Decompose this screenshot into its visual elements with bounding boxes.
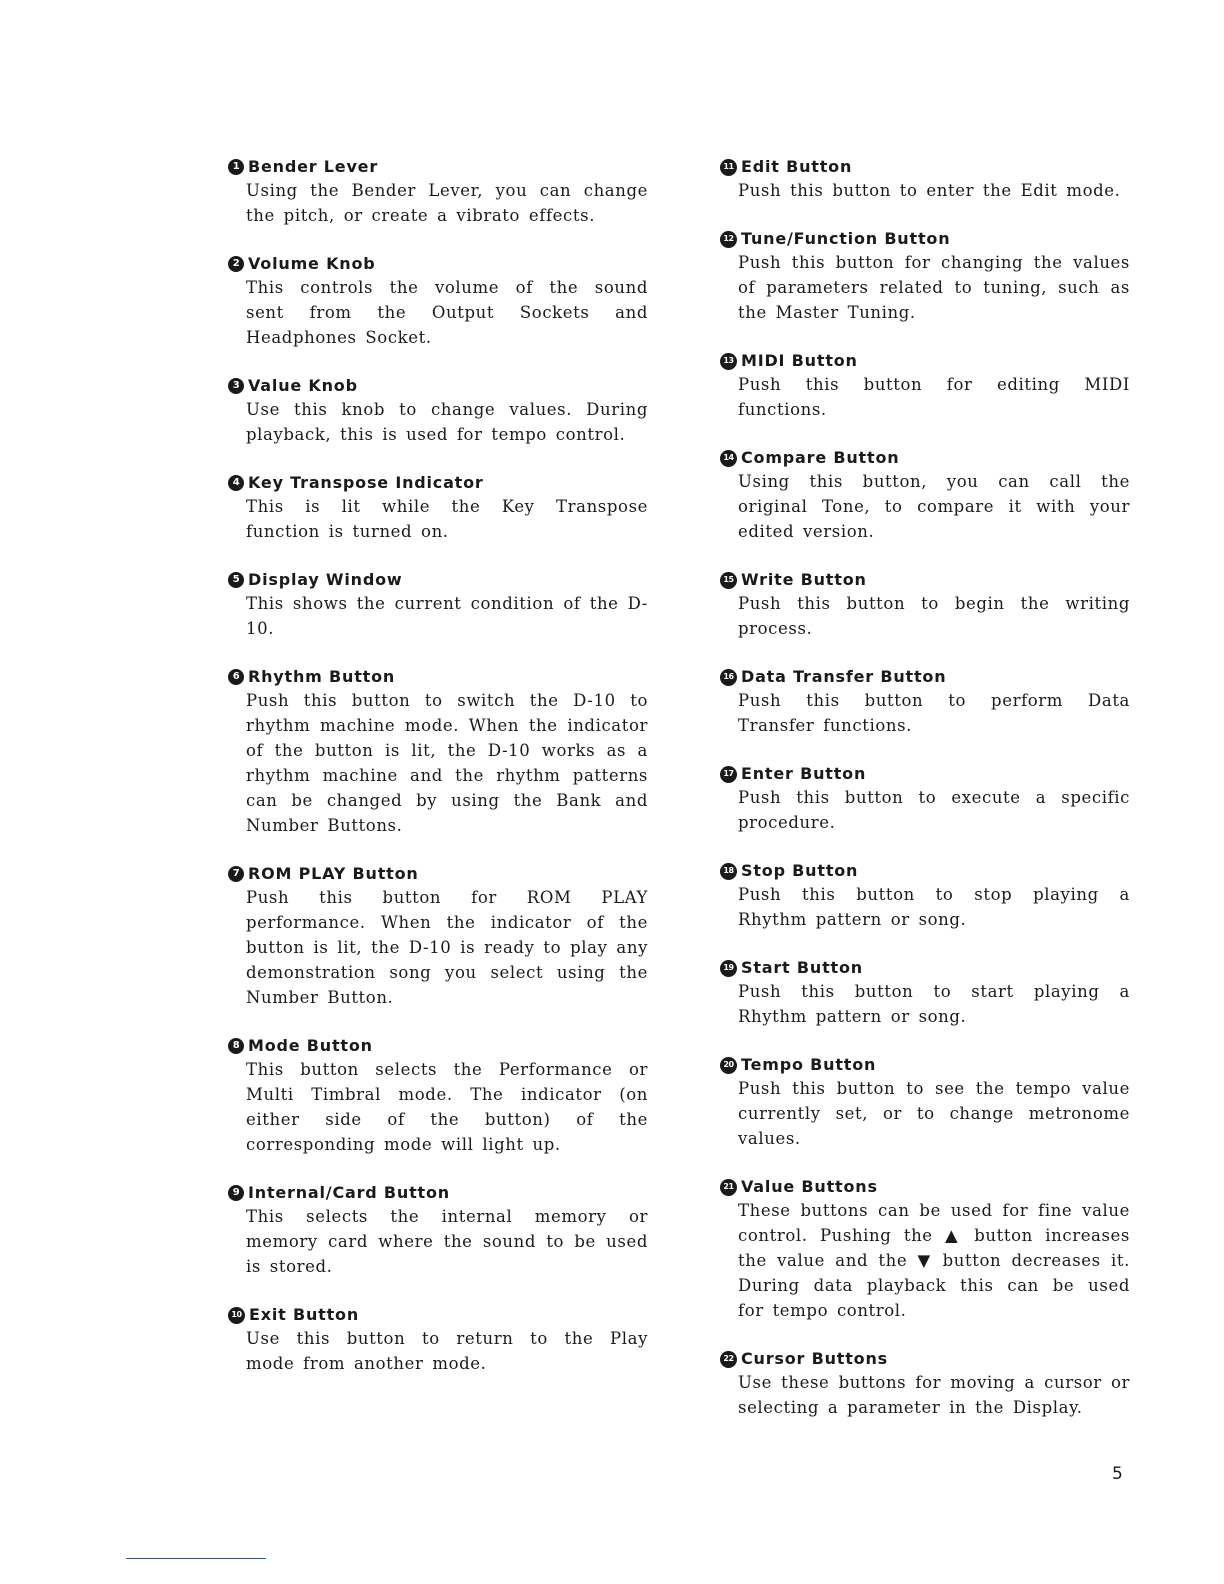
item-description: This button selects the Performance or Multi Timbral mode. The indicator (on either side of the button) of the corresponding mode will light up. <box>246 1060 648 1154</box>
left-column <box>228 156 648 1401</box>
item-description: Push this button to stop playing a Rhythm pattern or song. <box>738 885 1130 929</box>
item-title <box>720 156 1130 178</box>
description-item <box>720 763 1130 835</box>
item-number-badge: 16 <box>720 669 737 686</box>
item-title-text: Volume Knob <box>248 254 376 273</box>
item-number-badge: 20 <box>720 1057 737 1074</box>
description-item <box>720 156 1130 203</box>
item-description: Push this button to begin the writing process. <box>738 594 1130 638</box>
description-item <box>720 228 1130 325</box>
item-description: Use these buttons for moving a cursor or selecting a parameter in the Display. <box>738 1373 1130 1417</box>
item-number-badge: 18 <box>720 863 737 880</box>
item-title <box>720 957 1130 979</box>
item-number-badge: 5 <box>228 572 244 588</box>
item-number-badge: 3 <box>228 378 244 394</box>
item-description: This selects the internal memory or memory card where the sound to be used is stored. <box>246 1207 648 1276</box>
item-title-text: Edit Button <box>741 157 853 176</box>
item-title <box>720 1176 1130 1198</box>
item-title <box>228 472 648 494</box>
item-title <box>720 763 1130 785</box>
item-title-text: Display Window <box>248 570 403 589</box>
item-title <box>228 666 648 688</box>
footnote-rule <box>126 1558 266 1559</box>
item-number-badge: 7 <box>228 866 244 882</box>
item-description: This controls the volume of the sound sent from the Output Sockets and Headphones Socket. <box>246 278 648 347</box>
item-description: Push this button to execute a specific procedure. <box>738 788 1130 832</box>
item-title-text: Rhythm Button <box>248 667 396 686</box>
item-title-text: Tempo Button <box>741 1055 877 1074</box>
item-title <box>228 1182 648 1204</box>
item-number-badge: 8 <box>228 1038 244 1054</box>
item-description: Push this button for editing MIDI functions. <box>738 375 1130 419</box>
description-item <box>228 1304 648 1376</box>
item-number-badge: 14 <box>720 450 737 467</box>
item-title-text: Key Transpose Indicator <box>248 473 484 492</box>
item-description: This is lit while the Key Transpose function is turned on. <box>246 497 648 541</box>
description-item <box>228 666 648 838</box>
item-title-text: Exit Button <box>249 1305 360 1324</box>
item-title <box>228 375 648 397</box>
item-title-text: Tune/Function Button <box>741 229 951 248</box>
item-title <box>720 569 1130 591</box>
item-title-text: Value Buttons <box>741 1177 878 1196</box>
description-item <box>228 863 648 1010</box>
item-number-badge: 12 <box>720 231 737 248</box>
item-description: Use this button to return to the Play mode from another mode. <box>246 1329 648 1373</box>
item-title <box>228 569 648 591</box>
item-title <box>720 666 1130 688</box>
item-number-badge: 22 <box>720 1351 737 1368</box>
item-title-text: Start Button <box>741 958 863 977</box>
item-number-badge: 9 <box>228 1185 244 1201</box>
item-title <box>228 1035 648 1057</box>
item-title <box>720 1348 1130 1370</box>
item-description: Push this button to enter the Edit mode. <box>738 181 1121 200</box>
item-description: Push this button to perform Data Transfer functions. <box>738 691 1130 735</box>
item-title-text: Data Transfer Button <box>741 667 947 686</box>
item-description: Push this button to see the tempo value currently set, or to change metronome values. <box>738 1079 1130 1148</box>
item-number-badge: 10 <box>228 1307 245 1324</box>
description-item <box>720 569 1130 641</box>
item-title-text: Internal/Card Button <box>248 1183 450 1202</box>
right-column <box>720 156 1130 1445</box>
item-number-badge: 1 <box>228 159 244 175</box>
item-description: Push this button for changing the values of parameters related to tuning, such as the Master Tuning. <box>738 253 1130 322</box>
item-number-badge: 19 <box>720 960 737 977</box>
item-description: Using the Bender Lever, you can change the pitch, or create a vibrato effects. <box>246 181 648 225</box>
item-number-badge: 13 <box>720 353 737 370</box>
description-item <box>228 1035 648 1157</box>
description-item <box>720 350 1130 422</box>
item-title-text: Stop Button <box>741 861 859 880</box>
item-title-text: Write Button <box>741 570 867 589</box>
item-title <box>720 350 1130 372</box>
item-description: These buttons can be used for fine value control. Pushing the ▲ button increases the value and the ▼ button decreases it. During data playback this can be used for tempo control. <box>738 1201 1130 1320</box>
description-item <box>228 569 648 641</box>
item-title-text: Value Knob <box>248 376 358 395</box>
description-item <box>720 1348 1130 1420</box>
description-item <box>228 156 648 228</box>
item-title-text: Cursor Buttons <box>741 1349 888 1368</box>
description-item <box>720 447 1130 544</box>
item-number-badge: 4 <box>228 475 244 491</box>
description-item <box>720 860 1130 932</box>
description-item <box>720 666 1130 738</box>
item-title <box>228 253 648 275</box>
item-title-text: MIDI Button <box>741 351 858 370</box>
description-item <box>228 253 648 350</box>
description-item <box>720 957 1130 1029</box>
description-item <box>720 1054 1130 1151</box>
item-description: Push this button for ROM PLAY performance. When the indicator of the button is lit, the D-10 is ready to play any demonstration song you select using the Number Button. <box>246 888 648 1007</box>
item-title-text: Bender Lever <box>248 157 379 176</box>
item-title <box>720 228 1130 250</box>
item-title-text: Compare Button <box>741 448 900 467</box>
item-title <box>228 863 648 885</box>
item-number-badge: 2 <box>228 256 244 272</box>
item-number-badge: 11 <box>720 159 737 176</box>
page-number: 5 <box>1112 1464 1123 1484</box>
item-description: This shows the current condition of the D-10. <box>246 594 648 638</box>
item-title <box>228 156 648 178</box>
item-description: Push this button to start playing a Rhythm pattern or song. <box>738 982 1130 1026</box>
item-title <box>720 1054 1130 1076</box>
description-item <box>720 1176 1130 1323</box>
item-title <box>228 1304 648 1326</box>
item-description: Using this button, you can call the original Tone, to compare it with your edited version. <box>738 472 1130 541</box>
item-title <box>720 860 1130 882</box>
description-item <box>228 472 648 544</box>
item-description: Push this button to switch the D-10 to rhythm machine mode. When the indicator of the button is lit, the D-10 works as a rhythm machine and the rhythm patterns can be changed by using the Bank and Number Buttons. <box>246 691 648 835</box>
item-title-text: Enter Button <box>741 764 867 783</box>
item-number-badge: 21 <box>720 1179 737 1196</box>
item-title <box>720 447 1130 469</box>
description-item <box>228 375 648 447</box>
item-title-text: ROM PLAY Button <box>248 864 419 883</box>
item-title-text: Mode Button <box>248 1036 373 1055</box>
item-number-badge: 17 <box>720 766 737 783</box>
item-number-badge: 6 <box>228 669 244 685</box>
description-item <box>228 1182 648 1279</box>
item-number-badge: 15 <box>720 572 737 589</box>
item-description: Use this knob to change values. During playback, this is used for tempo control. <box>246 400 648 444</box>
